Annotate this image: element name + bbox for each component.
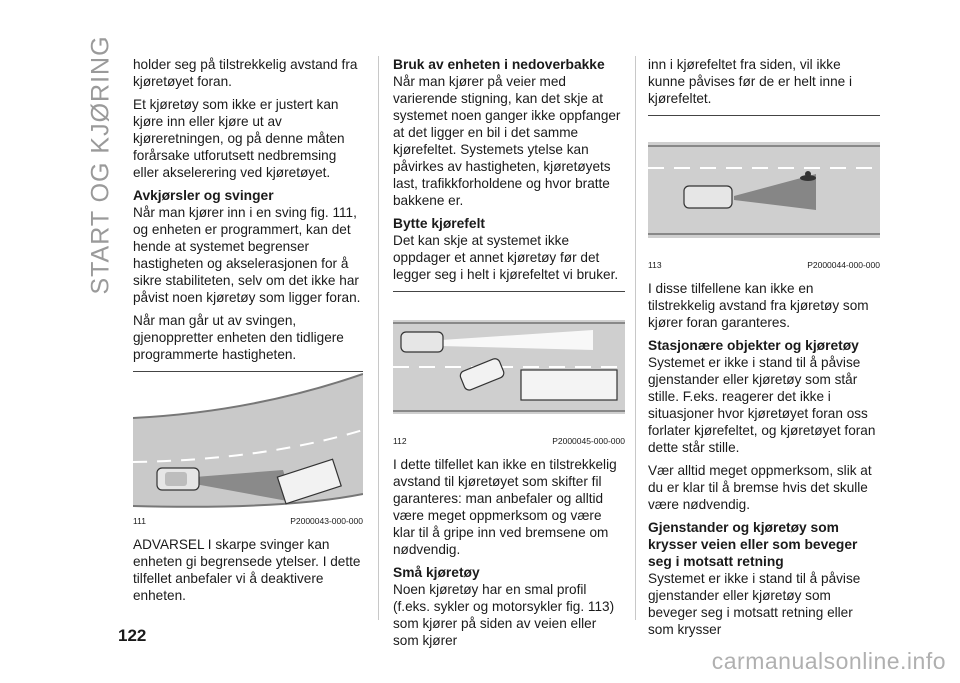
page-number: 122 <box>118 626 147 645</box>
heading-lane-change: Bytte kjørefelt <box>393 216 486 231</box>
car-icon <box>401 332 443 352</box>
watermark: carmanualsonline.info <box>711 648 946 674</box>
paragraph: inn i kjørefeltet fra siden, vil ikke kunne påvises før de er helt inne i kjørefeltet. <box>648 57 853 106</box>
figure-111 <box>133 371 363 526</box>
column-3 <box>648 56 880 644</box>
column-divider <box>635 56 636 620</box>
paragraph: Vær alltid meget oppmerksom, slik at du er klar til å bremse hvis det skulle være nødvendig. <box>648 463 872 512</box>
figure-number: 111 <box>133 516 146 526</box>
paragraph: Systemet er ikke i stand til å påvise gjenstander eller kjøretøy som beveger seg i motsatt retning eller som krysser <box>648 571 861 637</box>
figure-number: 112 <box>393 436 407 446</box>
paragraph: holder seg på tilstrekkelig avstand fra kjøretøyet foran. <box>133 57 358 89</box>
paragraph: I dette tilfellet kan ikke en tilstrekkelig avstand til kjøretøyet som skifter fil garanteres: man anbefaler og alltid være meget oppmerksom og være klar til å gripe inn ved bremsene om nødvendig. <box>393 457 617 557</box>
paragraph: I disse tilfellene kan ikke en tilstrekkelig avstand fra kjøretøy som kjører foran garanteres. <box>648 281 869 330</box>
lane-change-illustration <box>393 292 625 432</box>
figure-code: P2000044-000-000 <box>807 260 880 270</box>
heading-small-vehicles: Små kjøretøy <box>393 565 480 580</box>
paragraph: Det kan skje at systemet ikke oppdager et annet kjøretøy før det legger seg i helt i kjørefeltet vi bruker. <box>393 233 619 282</box>
paragraph: Systemet er ikke i stand til å påvise gjenstander eller kjøretøy som står stille. F.eks. reagerer det ikke i situasjoner hvor kjøretøyet foran oss forlater kjørefeltet, og kjøretøyet foran dette står stille. <box>648 355 876 455</box>
heading-crossing: Gjenstander og kjøretøy som krysser veien eller som beveger seg i motsatt retning <box>648 520 858 569</box>
paragraph: Når man kjører på veier med varierende stigning, kan det skje at systemet noen ganger ikke oppfanger at det ligger en bil i det samme kjørefeltet. Systemets ytelse kan påvirkes av hastigheten, kjøretøyets last, trafikkforholdene og hvor bratte bakkene er. <box>393 74 621 208</box>
car-icon <box>684 186 732 208</box>
column-divider <box>378 56 379 620</box>
column-1 <box>133 56 363 610</box>
figure-112 <box>393 291 625 446</box>
heading-stationary: Stasjonære objekter og kjøretøy <box>648 338 859 353</box>
warning-paragraph: ADVARSEL I skarpe svinger kan enheten gi begrensede ytelser. I dette tilfellet anbefaler vi å deaktivere enheten. <box>133 537 361 603</box>
column-2 <box>393 56 625 655</box>
heading-downhill: Bruk av enheten i nedoverbakke <box>393 57 605 72</box>
curve-road-illustration <box>133 372 363 512</box>
motorcycle-illustration <box>648 116 880 256</box>
paragraph: Et kjøretøy som ikke er justert kan kjøre inn eller kjøre ut av kjøreretningen, og på denne måten forårsake utforutsett nedbremsing eller akselerering ved kjøretøyet. <box>133 97 345 180</box>
figure-code: P2000043-000-000 <box>290 516 363 526</box>
heading-curves: Avkjørsler og svinger <box>133 188 274 203</box>
figure-code: P2000045-000-000 <box>552 436 625 446</box>
paragraph: Noen kjøretøy har en smal profil (f.eks. sykler og motorsykler fig. 113) som kjører på siden av veien eller som kjører <box>393 582 615 648</box>
paragraph: Når man kjører inn i en sving fig. 111, og enheten er programmert, kan det hende at systemet begrenser hastigheten og akselerasjonen for å sikre stabiliteten, selv om det ikke har påvist noen kjøretøy som ligger foran. <box>133 205 361 305</box>
figure-number: 113 <box>648 260 662 270</box>
section-title-vertical <box>84 35 118 295</box>
section-title-text: START OG KJØRING <box>86 35 115 295</box>
paragraph: Når man går ut av svingen, gjenoppretter enheten den tidligere programmerte hastigheten. <box>133 313 344 362</box>
figure-113 <box>648 115 880 270</box>
truck-icon <box>521 370 617 400</box>
